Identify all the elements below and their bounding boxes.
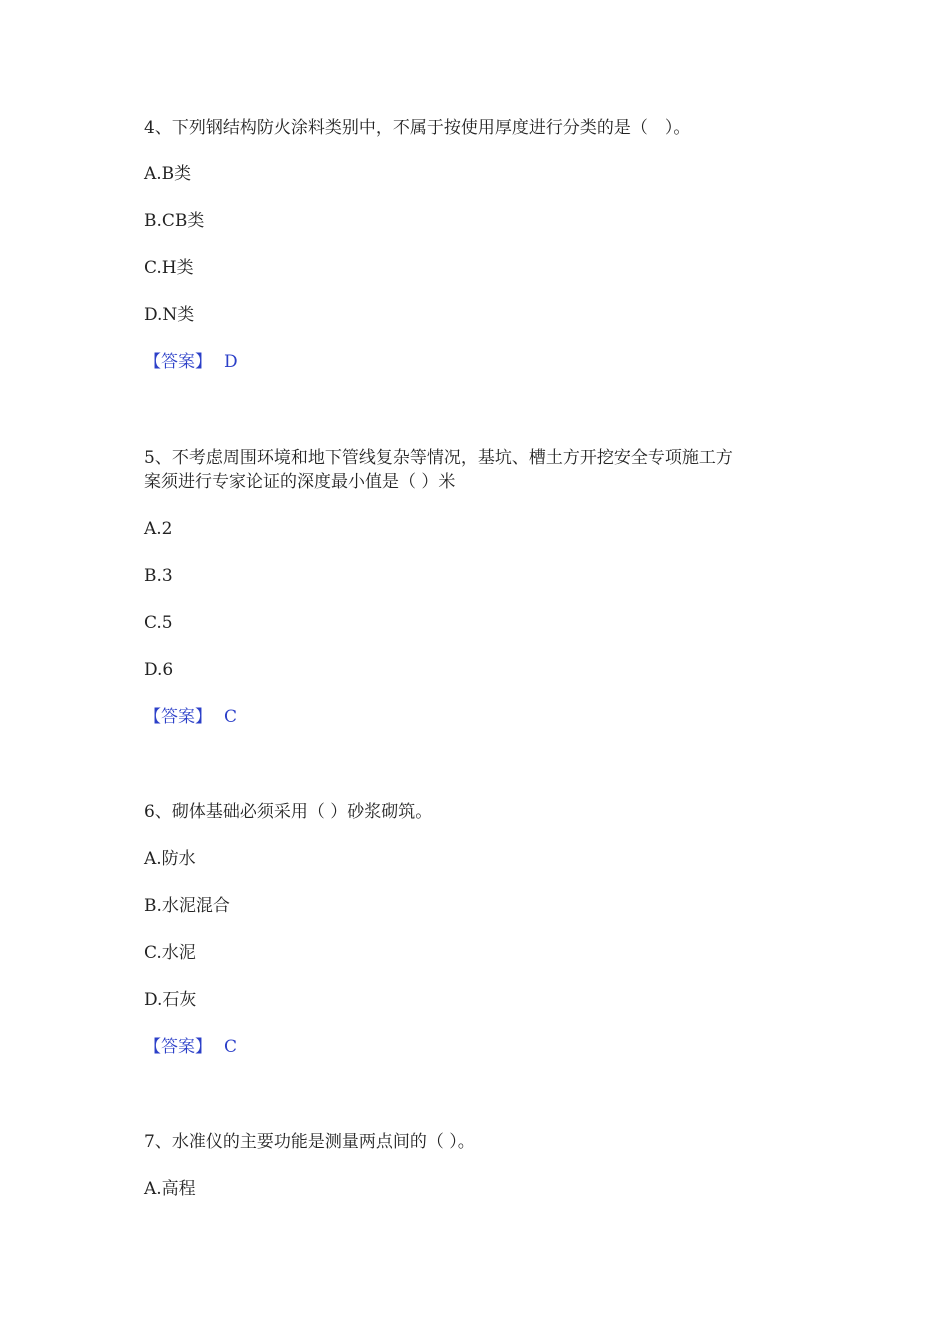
question-4-option-b: B.CB类 bbox=[144, 211, 205, 231]
question-4-stem: 4、下列钢结构防火涂料类别中，不属于按使用厚度进行分类的是（ ）。 bbox=[144, 118, 691, 138]
question-5-answer bbox=[144, 705, 237, 729]
answer-value: D bbox=[224, 352, 238, 372]
question-7-stem: 7、水准仪的主要功能是测量两点间的（ ）。 bbox=[144, 1132, 475, 1152]
answer-value: C bbox=[224, 707, 238, 727]
answer-label: 【答案】 bbox=[144, 1037, 212, 1057]
question-5-stem-line-1: 5、不考虑周围环境和地下管线复杂等情况，基坑、槽土方开挖安全专项施工方 bbox=[144, 448, 733, 468]
question-4-option-c: C.H类 bbox=[144, 258, 194, 278]
question-6-option-a: A.防水 bbox=[144, 849, 196, 869]
question-5-stem-line-2: 案须进行专家论证的深度最小值是（ ）米 bbox=[144, 472, 456, 492]
question-6-option-c: C.水泥 bbox=[144, 943, 196, 963]
question-5-option-a: A.2 bbox=[144, 519, 173, 539]
question-5-option-b: B.3 bbox=[144, 566, 173, 586]
answer-label: 【答案】 bbox=[144, 707, 212, 727]
question-6-stem: 6、砌体基础必须采用（ ）砂浆砌筑。 bbox=[144, 802, 433, 822]
question-4-option-a: A.B类 bbox=[144, 164, 192, 184]
question-4-option-d: D.N类 bbox=[144, 305, 195, 325]
question-6-option-d: D.石灰 bbox=[144, 990, 197, 1010]
answer-value: C bbox=[224, 1037, 238, 1057]
question-5-option-d: D.6 bbox=[144, 660, 174, 680]
question-6-answer bbox=[144, 1035, 237, 1059]
question-6-option-b: B.水泥混合 bbox=[144, 896, 230, 916]
question-5-option-c: C.5 bbox=[144, 613, 173, 633]
answer-label: 【答案】 bbox=[144, 352, 212, 372]
question-7-option-a: A.高程 bbox=[144, 1179, 196, 1199]
question-4-answer bbox=[144, 350, 238, 374]
